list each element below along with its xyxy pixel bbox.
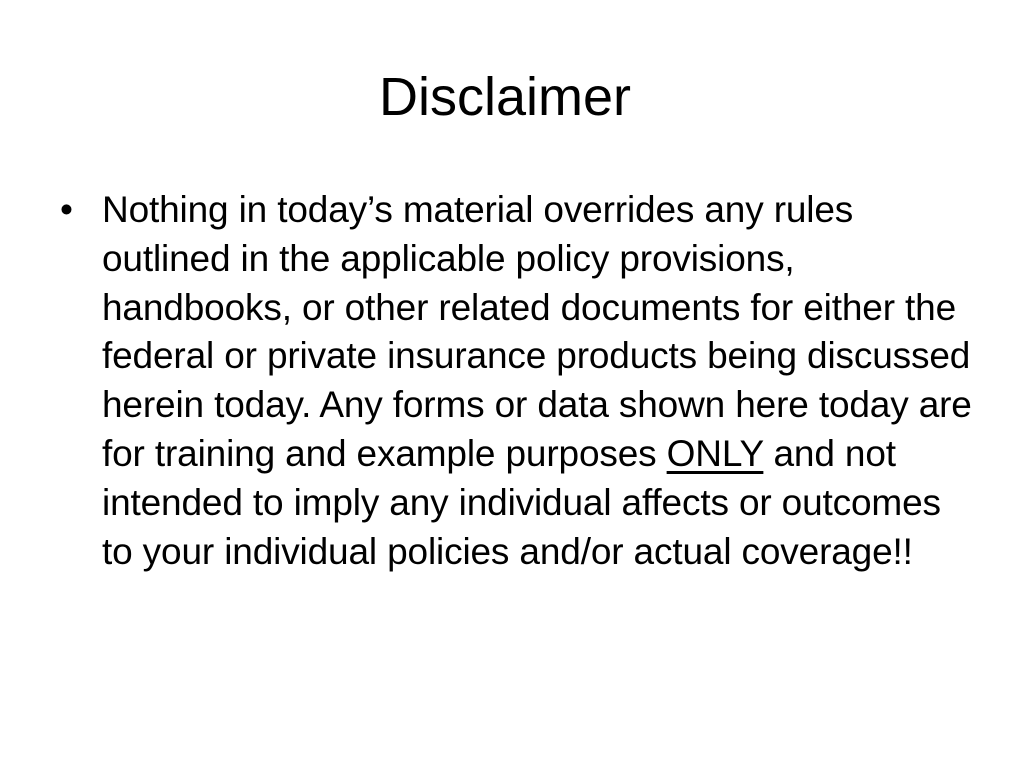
bullet-list (60, 186, 980, 576)
bullet-item-disclaimer (60, 186, 980, 576)
disclaimer-emphasis-only: ONLY (666, 432, 764, 474)
disclaimer-text-part-2: and not intended to imply any individual affects or outcomes to your individual policies and/or actual coverage!! (102, 432, 941, 572)
slide-title: Disclaimer (378, 67, 632, 127)
disclaimer-text-part-1: Nothing in today’s material overrides any rules outlined in the applicable policy provisions, handbooks, or other related documents for either the federal or private insurance products being discussed herein today. Any forms or data shown here today are for training and example purposes (102, 189, 972, 474)
bullet-marker: • (60, 189, 73, 230)
